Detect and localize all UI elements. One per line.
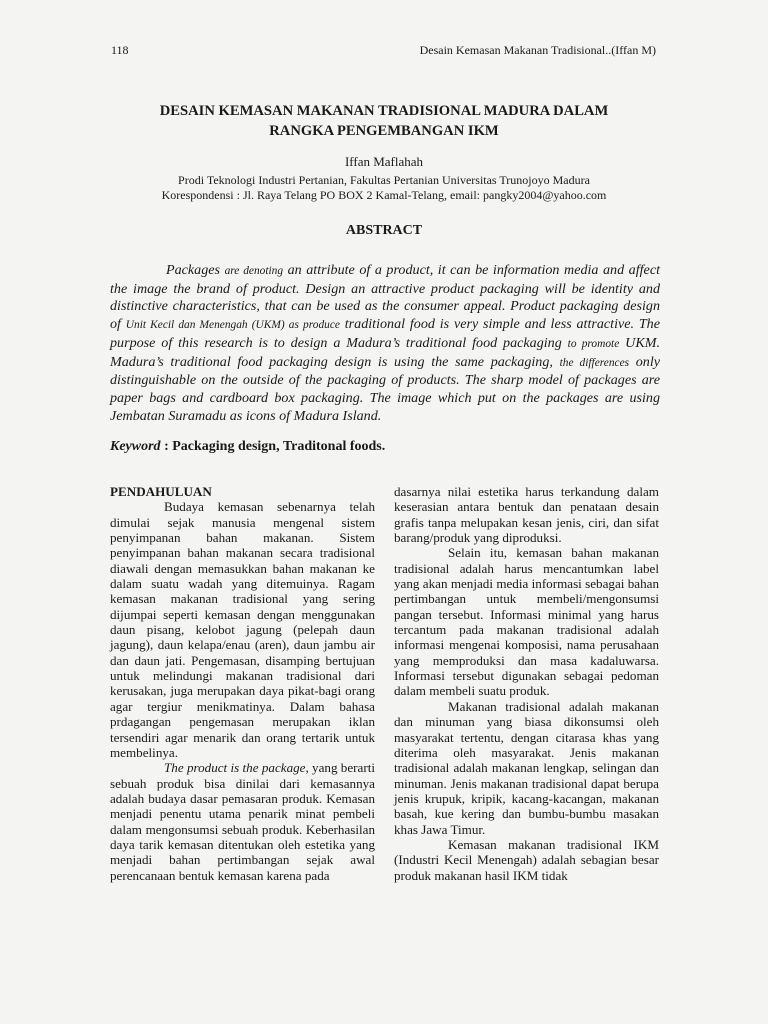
paper-title <box>0 101 768 141</box>
running-header: Desain Kemasan Makanan Tradisional..(Iffan M) <box>419 43 656 57</box>
title-line-1: DESAIN KEMASAN MAKANAN TRADISIONAL MADURA DALAM <box>159 103 609 119</box>
abstract-text: only distinguishable on the outside of the packaging of products. The sharp model of packages are paper bags and cardboard box packaging. The image which put on the packages are using Jembatan Suramadu as icons of Madura Island. <box>110 353 660 424</box>
abstract-text: are denoting <box>224 265 284 277</box>
affiliation: Prodi Teknologi Industri Pertanian, Fakultas Pertanian Universitas Trunojoyo Madura <box>178 173 590 187</box>
abstract-text: an attribute of a product, it can be information media and affect the image the brand of product. Design an attractive product packaging will be identity and distinctive characteristics, that can be used as the consumer appeal. Product packaging design of <box>110 262 660 333</box>
abstract-heading: ABSTRACT <box>345 223 423 238</box>
abstract-text: UKM. Madura’s traditional food packaging design is using the same packaging, <box>110 334 660 370</box>
correspondence: Korespondensi : Jl. Raya Telang PO BOX 2 Kamal-Telang, email: pangky2004@yahoo.com <box>161 188 607 202</box>
author-name: Iffan Maflahah <box>344 154 424 169</box>
title-line-2: RANGKA PENGEMBANGAN IKM <box>269 123 499 139</box>
abstract-text: traditional food is very simple and less attractive. The purpose of this research is to design a Madura’s traditional food packaging <box>110 316 660 351</box>
paragraph: dasarnya nilai estetika harus terkandung dalam keserasian antara bentuk dan penataan desain grafis tanpa melupakan kesan jenis, ciri, dan sifat barang/produk yang diproduksi. <box>394 484 659 546</box>
paragraph <box>110 760 375 883</box>
author-affiliation-block <box>0 173 768 203</box>
paragraph-text: , yang berarti sebuah produk bisa dinilai dari kemasannya adalah budaya dasar pemasaran produk. Kemasan menjadi penentu utama penarik minat pembeli dalam mengonsumsi sebuah produk. Keberhasilan daya tarik kemasan ditentukan oleh estetika yang menjadi bahan pertimbangan sejak awal perencanaan bentuk kemasan karena pada <box>110 760 375 883</box>
abstract-text: Packages <box>166 262 221 278</box>
abstract-body <box>110 262 660 425</box>
paragraph: Kemasan makanan tradisional IKM (Industri Kecil Menengah) adalah sebagian besar produk makanan hasil IKM tidak <box>394 836 659 883</box>
right-column <box>394 484 659 883</box>
left-column <box>110 484 375 883</box>
abstract-text: the differences <box>559 356 630 369</box>
abstract-indent <box>110 262 166 278</box>
italic-phrase: The product is the package <box>164 760 306 776</box>
keywords-line <box>110 439 385 455</box>
paragraph: Selain itu, kemasan bahan makanan tradisional adalah harus mencantumkan label yang akan menjadi media informasi sebagai bahan pertimbangan untuk membeli/mengonsumsi pangan tersebut. Informasi minimal yang harus tercantum pada makanan tradisional adalah informasi mengenai komposisi, nama perusahaan yang memproduksi dan masa kadaluwarsa. Informasi tersebut digunakan sebagai pedoman dalam membeli suatu produk. <box>394 545 659 699</box>
page-number: 118 <box>111 43 129 57</box>
keyword-label: Keyword <box>110 439 161 454</box>
paragraph: Makanan tradisional adalah makanan dan minuman yang biasa dikonsumsi oleh masyarakat tertentu, dengan citarasa khas yang diterima oleh masyarakat. Jenis makanan tradisional adalah makanan lengkap, selingan dan minuman. Jenis makanan tradisional dapat berupa jenis krupuk, kripik, kacang-kacangan, makanan basah, kue kering dan bumbu-bumbu masakan khas Jawa Timur. <box>394 698 659 837</box>
paragraph: Budaya kemasan sebenarnya telah dimulai sejak manusia mengenal sistem penyimpanan bahan makanan. Sistem penyimpanan bahan makanan secara tradisional diawali dengan memasukkan bahan makanan ke dalam suatu wadah yang ditemuinya. Ragam kemasan makanan tradisional yang sering dijumpai seperti kemasan dengan menggunakan daun pisang, kelobot jagung (pelepah daun jagung), daun kelapa/enau (aren), daun jambu air dan daun jati. Pengemasan, disamping bertujuan untuk melindungi makanan tradisional dari kerusakan, juga merupakan daya pikat-bagi orang agar tergiur menikmatinya. Dalam bahasa prdagangan pengemasan merupakan iklan tersendiri agar menarik dan orang tertarik untuk membelinya. <box>110 499 375 760</box>
abstract-text: to promote <box>567 337 620 350</box>
section-heading: PENDAHULUAN <box>110 484 212 499</box>
keyword-text: : Packaging design, Traditonal foods. <box>160 439 386 454</box>
abstract-text: Unit Kecil dan Menengah (UKM) as produce <box>125 319 340 332</box>
